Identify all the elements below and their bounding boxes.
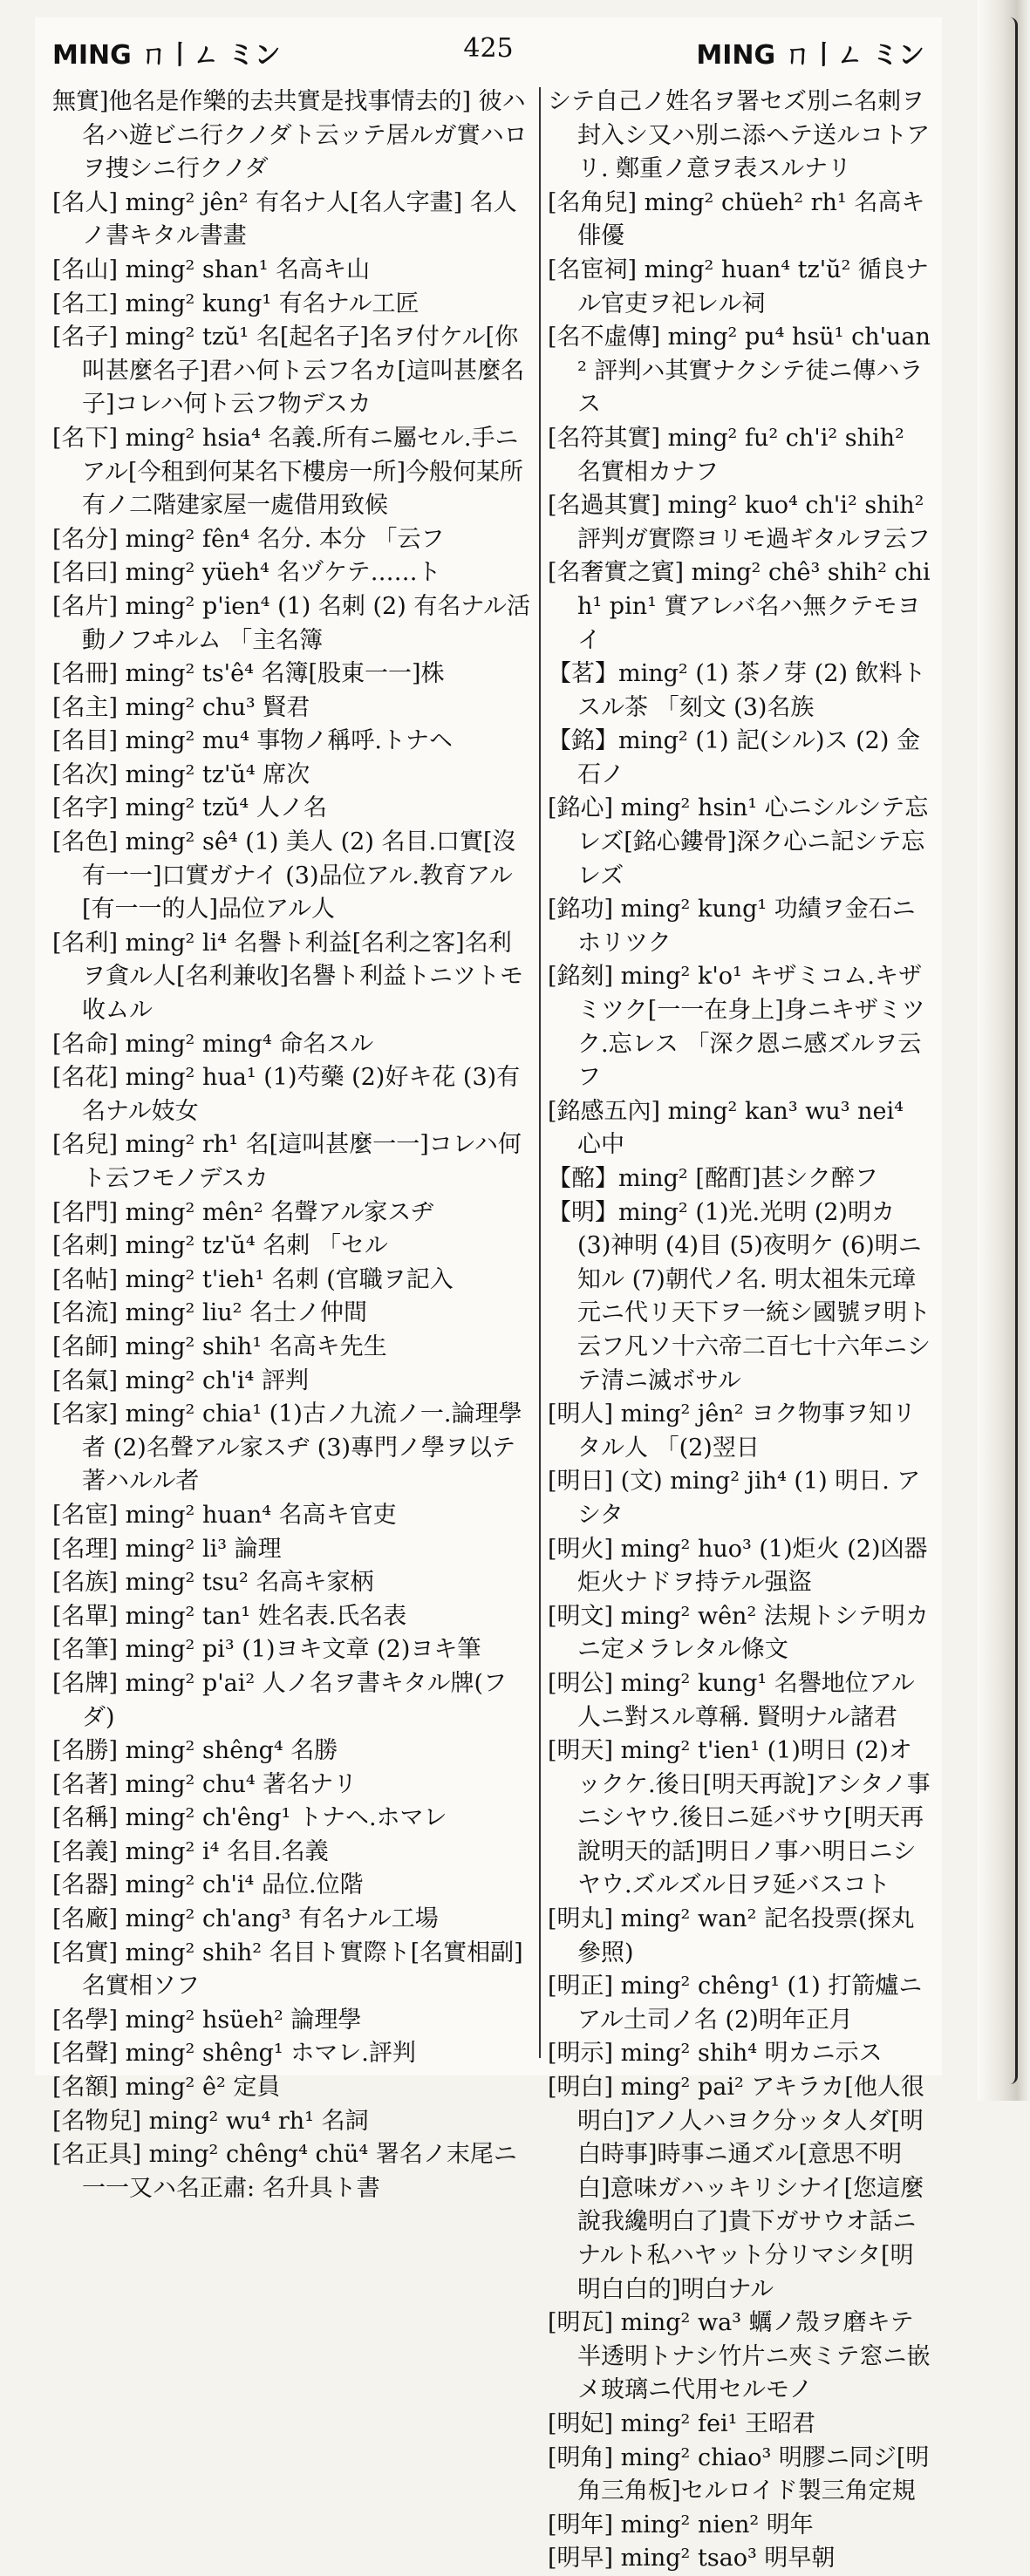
dictionary-entry: [名人] ming² jên² 有名ナ人[名人字畫] 名人ノ書キタル書畫 <box>52 188 517 250</box>
dictionary-entry: [明火] ming² huo³ (1)炬火 (2)凶器炬火ナドヲ持テル强盜 <box>548 1535 928 1597</box>
dictionary-entry: [明早] ming² tsao³ 明早朝 <box>548 2545 836 2573</box>
dictionary-entry: 【茗】ming² (1) 茶ノ芽 (2) 飲料トスル茶 「刻文 (3)名族 <box>548 660 926 721</box>
dictionary-entry: [名聲] ming² shêng¹ ホマレ.評判 <box>52 2040 416 2068</box>
right-column <box>548 85 931 2573</box>
dictionary-entry: [明文] ming² wên² 法規トシテ明カニ定メラレタル條文 <box>548 1602 929 1664</box>
dictionary-entry: [名子] ming² tzŭ¹ 名[起名子]名ヲ付ケル[你叫甚麼名子]君ハ何ト云フ名カ[這叫甚麼名子]コレハ何ト云フ物デスカ <box>52 324 525 419</box>
dictionary-entry: [名勝] ming² shêng⁴ 名勝 <box>52 1737 338 1765</box>
dictionary-entry: [名廠] ming² ch'ang³ 有名ナル工場 <box>52 1905 439 1933</box>
header-left: MING ㄇ丨ㄥ ミン <box>52 40 281 71</box>
dictionary-entry: 無實]他名是作樂的去共實是找事情去的] 彼ハ名ハ遊ビニ行クノダト云ッテ居ルガ實ハロヲ捜シニ行クノダ <box>52 88 528 183</box>
dictionary-entry: [名族] ming² tsu² 名高キ家柄 <box>52 1569 374 1597</box>
dictionary-entry: [明瓦] ming² wa³ 蠣ノ殼ヲ磨キテ半透明トナシ竹片ニ夾ミテ窓ニ嵌メ玻璃ニ代用セルモノ <box>548 2309 931 2404</box>
dictionary-entry: [名花] ming² hua¹ (1)芍藥 (2)好キ花 (3)有名ナル妓女 <box>52 1064 521 1125</box>
dictionary-entry: [名主] ming² chu³ 賢君 <box>52 693 310 721</box>
dictionary-entry: [名不虛傳] ming² pu⁴ hsü¹ ch'uan² 評判ハ其實ナクシテ徒ニ傳ハラス <box>548 324 931 419</box>
dictionary-entry: [名理] ming² li³ 論理 <box>52 1535 282 1563</box>
dictionary-entry: [名工] ming² kung¹ 有名ナル工匠 <box>52 290 420 317</box>
dictionary-entry: [名片] ming² p'ien⁴ (1) 名刺 (2) 有名ナル活動ノフヰルム 「主名簿 <box>52 592 530 654</box>
dictionary-entry: [名師] ming² shih¹ 名高キ先生 <box>52 1332 387 1360</box>
dictionary-entry: [明示] ming² shih⁴ 明カニ示ス <box>548 2040 883 2068</box>
dictionary-entry: [銘心] ming² hsin¹ 心ニシルシテ忘レズ[銘心鏤骨]深ク心ニ記シテ忘レズ <box>548 794 929 889</box>
dictionary-entry: [名命] ming² ming⁴ 命名スル <box>52 1030 374 1058</box>
dictionary-page <box>35 17 942 2573</box>
dictionary-entry: [名筆] ming² pi³ (1)ヨキ文章 (2)ヨキ筆 <box>52 1636 481 1664</box>
dictionary-entry: [名山] ming² shan¹ 名高キ山 <box>52 256 371 283</box>
dictionary-entry: [名符其實] ming² fu² ch'i² shih² 名實相カナフ <box>548 424 904 486</box>
header-right: MING ㄇ丨ㄥ ミン <box>696 40 924 71</box>
dictionary-entry: [名宦] ming² huan⁴ 名高キ官吏 <box>52 1501 397 1529</box>
dictionary-entry: 【銘】ming² (1) 記(シル)ス (2) 金石ノ <box>548 727 920 788</box>
column-divider <box>539 87 541 2058</box>
dictionary-entry: [銘感五內] ming² kan³ wu³ nei⁴ 心中 <box>548 1097 904 1159</box>
dictionary-entry: [名牌] ming² p'ai² 人ノ名ヲ書キタル牌(フダ) <box>52 1669 508 1731</box>
left-column <box>52 85 532 2202</box>
dictionary-entry: [名角兒] ming² chüeh² rh¹ 名高キ俳優 <box>548 188 925 250</box>
dictionary-entry: [名過其實] ming² kuo⁴ ch'i² shih² 評判ガ實際ヨリモ過ギタルヲ云フ <box>548 492 931 553</box>
dictionary-entry: [明公] ming² kung¹ 名譽地位アル人ニ對スル尊稱. 賢明ナル諸君 <box>548 1669 915 1731</box>
dictionary-entry: [名物兒] ming² wu⁴ rh¹ 名詞 <box>52 2107 369 2135</box>
dictionary-entry: [明人] ming² jên² ヨク物事ヲ知リタル人 「(2)翌日 <box>548 1400 917 1462</box>
dictionary-entry: [明妃] ming² fei¹ 王昭君 <box>548 2409 815 2437</box>
dictionary-entry: [名器] ming² ch'i⁴ 品位.位階 <box>52 1871 364 1899</box>
dictionary-entry: [名家] ming² chia¹ (1)古ノ九流ノ一.論理學者 (2)名聲アル家スヂ (3)專門ノ學ヲ以テ著ハルル者 <box>52 1400 522 1496</box>
dictionary-entry: [名下] ming² hsia⁴ 名義.所有ニ屬セル.手ニアル[今租到何某名下樓房一所]今般何某所有ノ二階建家屋一處借用致候 <box>52 424 523 520</box>
dictionary-entry: [明白] ming² pai² アキラカ[他人很明白]アノ人ハヨク分ッタ人ダ[明白時事]時事ニ通ズル[意思不明白]意味ガハッキリシナイ[您這麼說我纔明白了]貴下ガサウオ話ニナルト私ハヤット分リマシタ[明明白白的]明白ナル <box>548 2074 924 2303</box>
dictionary-entry: [銘功] ming² kung¹ 功績ヲ金石ニホリツク <box>548 896 916 957</box>
dictionary-entry: [名分] ming² fên⁴ 名分. 本分 「云フ <box>52 525 445 553</box>
dictionary-entry: シテ自己ノ姓名ヲ署セズ別ニ名刺ヲ封入シ又ハ別ニ添ヘテ送ルコトアリ. 鄭重ノ意ヲ表スルナリ <box>548 88 931 183</box>
dictionary-entry: [名著] ming² chu⁴ 著名ナリ <box>52 1770 358 1798</box>
dictionary-entry: [名實] ming² shih² 名目ト實際ト[名實相副]名實相ソフ <box>52 1939 523 2000</box>
dictionary-entry: [名帖] ming² t'ieh¹ 名刺 (官職ヲ記入 <box>52 1265 454 1293</box>
dictionary-entry: [明天] ming² t'ien¹ (1)明日 (2)オックケ.後日[明天再說]アシタノ事ニシヤウ.後日ニ延バサウ[明天再說明天的話]明日ノ事ハ明日ニシヤウ.ズルズル日ヲ延バスコト <box>548 1737 931 1899</box>
dictionary-entry: [名宦祠] ming² huan⁴ tz'ŭ² 循良ナル官吏ヲ祀レル祠 <box>548 256 929 317</box>
dictionary-entry: [明日] (文) ming² jih⁴ (1) 明日. アシタ <box>548 1468 921 1529</box>
dictionary-entry: [名次] ming² tz'ŭ⁴ 席次 <box>52 760 310 788</box>
dictionary-entry: [名氣] ming² ch'i⁴ 評判 <box>52 1366 309 1394</box>
dictionary-entry: [名正具] ming² chêng⁴ chü⁴ 署名ノ末尾ニ一一又ハ名正肅: 名升具ト書 <box>52 2141 517 2202</box>
dictionary-entry: 【明】ming² (1)光.光明 (2)明カ (3)神明 (4)目 (5)夜明ケ (6)明ニ知ル (7)朝代ノ名. 明太祖朱元璋元ニ代リ天下ヲ一統シ國號ヲ明ト云フ凡ソ十六帝二百七十六年ニシテ清ニ滅ボサル <box>548 1198 931 1394</box>
dictionary-entry: 【酩】ming² [酩酊]甚シク醉フ <box>548 1165 878 1192</box>
book-spine-shadow <box>978 0 1030 2101</box>
dictionary-entry: [名兒] ming² rh¹ 名[這叫甚麼一一]コレハ何ト云フモノデスカ <box>52 1131 522 1192</box>
dictionary-entry: [名學] ming² hsüeh² 論理學 <box>52 2006 362 2034</box>
page-edge-curve <box>1010 17 1018 2084</box>
dictionary-entry: [名色] ming² sê⁴ (1) 美人 (2) 名目.口實[沒有一一]口實ガナイ (3)品位アル.教育アル[有一一的人]品位アル人 <box>52 828 516 923</box>
dictionary-entry: [名門] ming² mên² 名聲アル家スヂ <box>52 1198 434 1226</box>
dictionary-entry: [明丸] ming² wan² 記名投票(探丸參照) <box>548 1905 915 1966</box>
dictionary-entry: [名流] ming² liu² 名士ノ仲間 <box>52 1299 368 1327</box>
dictionary-entry: [明正] ming² chêng¹ (1) 打箭爐ニアル土司ノ名 (2)明年正月 <box>548 1973 923 2034</box>
dictionary-entry: [明角] ming² chiao³ 明膠ニ同ジ[明角三角板]セルロイド製三角定規 <box>548 2443 930 2505</box>
dictionary-entry: [名曰] ming² yüeh⁴ 名ヅケテ……ト <box>52 559 441 587</box>
dictionary-entry: [銘刻] ming² k'o¹ キザミコム.キザミツク[一一在身上]身ニキザミツク.忘レス 「深ク恩ニ感ズルヲ云フ <box>548 963 925 1092</box>
dictionary-entry: [名目] ming² mu⁴ 事物ノ稱呼.トナヘ <box>52 727 453 755</box>
running-head <box>52 26 924 78</box>
dictionary-entry: [名字] ming² tzŭ⁴ 人ノ名 <box>52 794 327 822</box>
dictionary-entry: [名冊] ming² ts'ê⁴ 名簿[股東一一]株 <box>52 660 445 688</box>
dictionary-entry: [名奢實之賓] ming² chê³ shih² chih¹ pin¹ 實アレバ名ハ無クテモヨイ <box>548 559 931 654</box>
dictionary-entry: [明年] ming² nien² 明年 <box>548 2511 814 2539</box>
dictionary-entry: [名稱] ming² ch'êng¹ トナヘ.ホマレ <box>52 1804 447 1832</box>
dictionary-entry: [名義] ming² i⁴ 名目.名義 <box>52 1837 329 1865</box>
dictionary-entry: [名額] ming² ê² 定員 <box>52 2074 281 2102</box>
page-number: 425 <box>463 33 514 64</box>
dictionary-entry: [名利] ming² li⁴ 名譽ト利益[名利之客]名利ヲ貪ル人[名利兼收]名譽ト利益トニツトモ收ムル <box>52 929 523 1025</box>
dictionary-entry: [名刺] ming² tz'ŭ⁴ 名刺 「セル <box>52 1232 388 1260</box>
dictionary-entry: [名單] ming² tan¹ 姓名表.氏名表 <box>52 1602 407 1630</box>
